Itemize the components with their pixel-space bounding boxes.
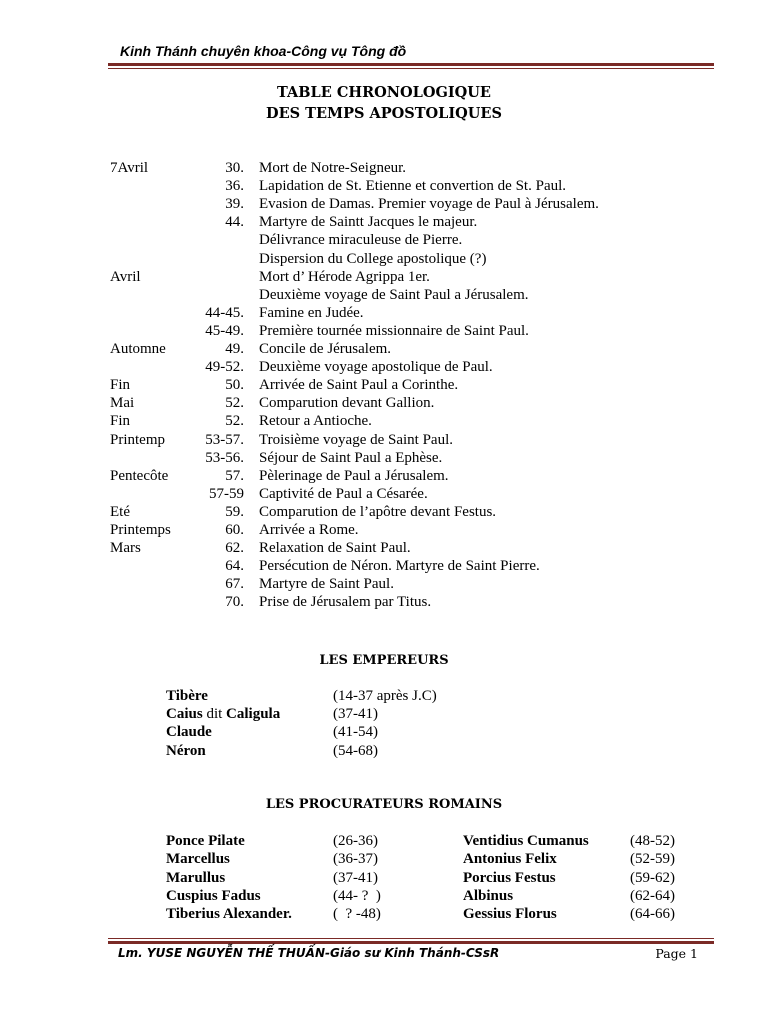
procurator-name: Ventidius Cumanus	[463, 833, 589, 849]
chronology-year: 57-59	[209, 485, 244, 502]
chronology-event: Pèlerinage de Paul a Jérusalem.	[259, 467, 449, 484]
chronology-year: 62.	[225, 540, 244, 557]
chronology-season: Pentecôte	[110, 467, 169, 484]
chronology-year: 49.	[225, 341, 244, 357]
chronology-event: Comparution de l’apôtre devant Festus.	[259, 503, 497, 520]
chronology-event: Lapidation de St. Etienne et convertion de St. Paul.	[259, 178, 567, 195]
procurator-dates: (59-62)	[630, 869, 675, 886]
chronology-year: 52.	[225, 413, 244, 430]
emperor-name-part: Néron	[166, 742, 206, 759]
chronology-event: Arrivée de Saint Paul a Corinthe.	[259, 377, 459, 394]
emperor-dates: (41-54)	[333, 724, 378, 741]
procurator-dates: (37-41)	[333, 869, 378, 886]
chronology-event: Relaxation de Saint Paul.	[259, 540, 411, 557]
emperor-name	[166, 723, 212, 741]
emperor-dates: (37-41)	[333, 706, 378, 723]
chronology-year: 44-45.	[205, 304, 244, 321]
procurator-name: Marcellus	[166, 851, 230, 868]
chronology-event: Prise de Jérusalem par Titus.	[259, 594, 432, 611]
chronology-row	[0, 467, 768, 485]
procurator-name: Cuspius Fadus	[166, 887, 261, 904]
chronology-year: 39.	[225, 196, 244, 213]
chronology-row	[0, 394, 768, 412]
chronology-year: 53-57.	[205, 431, 244, 448]
procurator-row	[0, 850, 768, 868]
chronology-row	[0, 286, 768, 304]
chronology-event: Troisième voyage de Saint Paul.	[259, 431, 454, 448]
chronology-year: 50.	[225, 377, 244, 394]
footer-rule-thin	[108, 938, 714, 939]
procurator-row	[0, 869, 768, 887]
emperor-name	[166, 705, 280, 723]
procurator-name: Ponce Pilate	[166, 833, 245, 849]
chronology-season: Fin	[110, 413, 131, 430]
chronology-year: 44.	[225, 214, 244, 231]
header-rule	[108, 63, 714, 66]
chronology-event: Dispersion du College apostolique (?)	[259, 250, 487, 267]
procurator-row	[0, 905, 768, 923]
chronology-event: Famine en Judée.	[259, 304, 364, 321]
header-title: Kinh Thánh chuyên khoa-Công vụ Tông đồ	[120, 43, 407, 59]
procurator-dates: (62-64)	[630, 887, 675, 904]
procurator-dates: (64-66)	[630, 906, 675, 923]
emperor-name-part: Tibère	[166, 688, 208, 704]
page-number: Page 1	[655, 946, 698, 961]
chronology-year: 57.	[225, 467, 244, 484]
chronology-row	[0, 177, 768, 195]
chronology-row	[0, 503, 768, 521]
procurator-name: Antonius Felix	[463, 851, 557, 868]
chronology-row	[0, 485, 768, 503]
document-title-line-1: TABLE CHRONOLOGIQUE	[277, 84, 491, 101]
chronology-row	[0, 322, 768, 340]
emperors-heading: LES EMPEREURS	[319, 653, 449, 668]
chronology-event: Comparution devant Gallion.	[259, 395, 435, 412]
chronology-event: Séjour de Saint Paul a Ephèse.	[259, 449, 443, 466]
chronology-row	[0, 268, 768, 286]
procurator-dates: (52-59)	[630, 851, 675, 868]
document-title-line-2: DES TEMPS APOSTOLIQUES	[266, 105, 502, 122]
emperor-name-part: Caius	[166, 706, 203, 723]
chronology-season: Fin	[110, 377, 131, 394]
chronology-row	[0, 231, 768, 249]
procurator-row	[0, 887, 768, 905]
chronology-row	[0, 340, 768, 358]
chronology-event: Arrivée a Rome.	[259, 522, 359, 538]
chronology-row	[0, 376, 768, 394]
chronology-row	[0, 358, 768, 376]
chronology-event: Concile de Jérusalem.	[259, 341, 392, 357]
chronology-year: 70.	[225, 594, 244, 611]
procurator-name: Gessius Florus	[463, 906, 557, 923]
procurator-name: Porcius Festus	[463, 869, 556, 886]
chronology-event: Martyre de Saintt Jacques le majeur.	[259, 214, 478, 231]
chronology-event: Deuxième voyage apostolique de Paul.	[259, 359, 493, 376]
footer-author: Lm. YUSE NGUYỄN THẾ THUẤN-Giáo sư Kinh Thánh-CSsR	[118, 946, 500, 960]
chronology-year: 45-49.	[205, 322, 244, 339]
procurator-row	[0, 832, 768, 850]
emperor-dates: (54-68)	[333, 742, 378, 759]
emperor-name-connector: dit	[202, 706, 227, 723]
chronology-row	[0, 449, 768, 467]
chronology-row	[0, 195, 768, 213]
chronology-row	[0, 250, 768, 268]
emperor-row	[0, 742, 768, 760]
chronology-row	[0, 539, 768, 557]
chronology-season: Mai	[110, 395, 135, 412]
chronology-row	[0, 431, 768, 449]
emperor-name-part: Caligula	[226, 706, 281, 723]
chronology-row	[0, 557, 768, 575]
procurator-dates: (26-36)	[333, 833, 378, 849]
chronology-event: Délivrance miraculeuse de Pierre.	[259, 232, 463, 249]
chronology-row	[0, 213, 768, 231]
procurator-dates: (44- ? )	[333, 887, 381, 904]
chronology-event: Mort d’ Hérode Agrippa 1er.	[259, 268, 430, 285]
chronology-event: Persécution de Néron. Martyre de Saint Pierre.	[259, 558, 540, 575]
emperor-dates: (14-37 après J.C)	[333, 688, 437, 704]
header-rule-thin	[108, 68, 714, 69]
chronology-season: 7Avril	[110, 160, 149, 176]
chronology-event: Deuxième voyage de Saint Paul a Jérusalem.	[259, 286, 529, 303]
chronology-season: Automne	[110, 341, 166, 357]
footer-rule	[108, 941, 714, 944]
chronology-year: 52.	[225, 395, 244, 412]
chronology-event: Première tournée missionnaire de Saint Paul.	[259, 322, 529, 339]
chronology-row	[0, 304, 768, 322]
chronology-event: Evasion de Damas. Premier voyage de Paul à Jérusalem.	[259, 196, 599, 213]
chronology-season: Printemp	[110, 431, 165, 448]
chronology-year: 36.	[225, 178, 244, 195]
chronology-season: Eté	[110, 503, 130, 520]
procurators-heading: LES PROCURATEURS ROMAINS	[265, 797, 503, 812]
chronology-row	[0, 521, 768, 539]
chronology-year: 59.	[225, 503, 244, 520]
procurator-dates: (36-37)	[333, 851, 378, 868]
chronology-row	[0, 575, 768, 593]
chronology-row	[0, 412, 768, 430]
emperor-row	[0, 705, 768, 723]
emperor-row	[0, 723, 768, 741]
procurator-dates: ( ? -48)	[333, 906, 381, 923]
procurator-name: Albinus	[463, 887, 514, 904]
chronology-year: 49-52.	[205, 359, 244, 376]
chronology-row	[0, 159, 768, 177]
chronology-year: 64.	[225, 558, 244, 575]
chronology-row	[0, 593, 768, 611]
chronology-year: 30.	[225, 160, 244, 176]
chronology-event: Martyre de Saint Paul.	[259, 576, 394, 593]
chronology-event: Mort de Notre-Seigneur.	[259, 160, 407, 176]
procurator-name: Marullus	[166, 869, 226, 886]
chronology-season: Mars	[110, 540, 141, 557]
chronology-year: 67.	[225, 576, 244, 593]
chronology-year: 60.	[225, 522, 244, 538]
chronology-event: Retour a Antioche.	[259, 413, 372, 430]
emperor-name-part: Claude	[166, 724, 212, 741]
emperor-name	[166, 687, 208, 705]
chronology-year: 53-56.	[205, 449, 244, 466]
chronology-season: Avril	[110, 268, 141, 285]
chronology-event: Captivité de Paul a Césarée.	[259, 485, 428, 502]
procurator-dates: (48-52)	[630, 833, 675, 849]
emperor-row	[0, 687, 768, 705]
procurator-name: Tiberius Alexander.	[166, 906, 292, 923]
emperor-name	[166, 742, 206, 760]
chronology-season: Printemps	[110, 522, 171, 538]
